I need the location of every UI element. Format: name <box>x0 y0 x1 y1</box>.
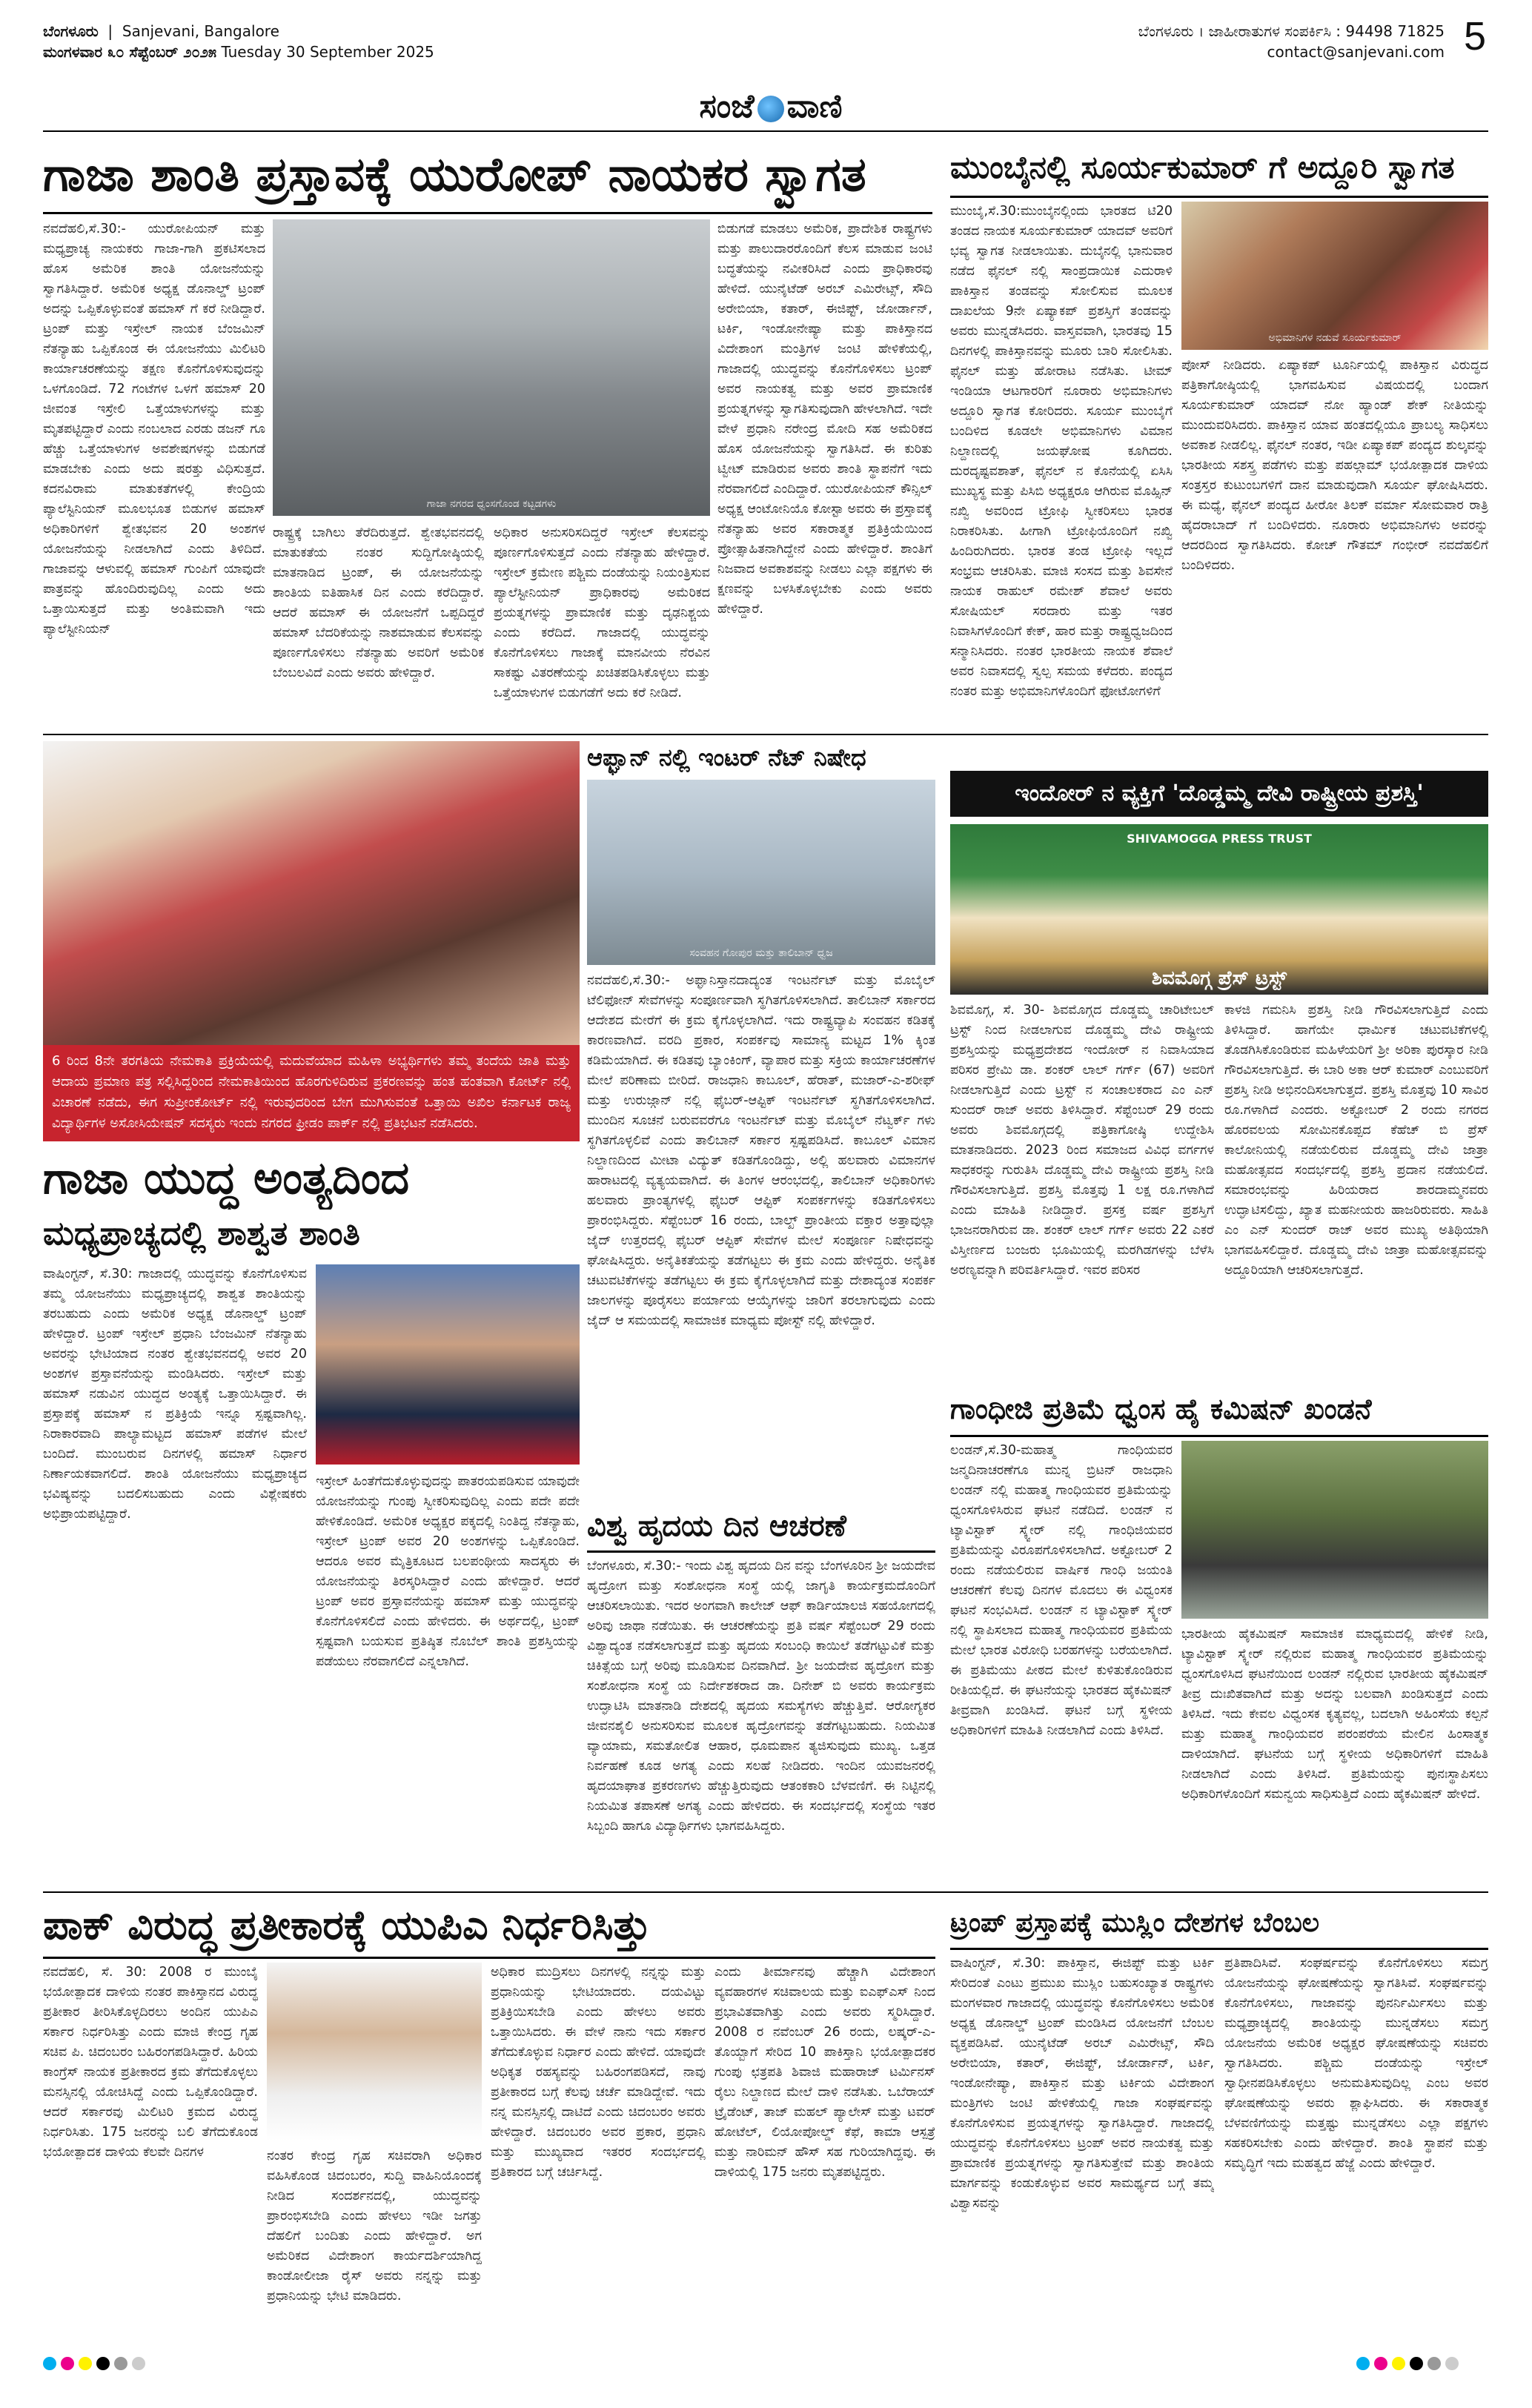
reg-black-icon <box>1410 2357 1423 2370</box>
story2-col2: ಪೋಸ್ ನೀಡಿದರು. ಏಷ್ಯಾಕಪ್ ಟೂರ್ನಿಯಲ್ಲಿ ಪಾಕಿಸ್ತಾನ ವಿರುದ್ಧದ ಪತ್ರಿಕಾಗೋಷ್ಠಿಯಲ್ಲಿ ಭಾಗವಹಿಸುವ ವಿಷಯದಲ್ಲಿ ಬಂದಾಗ ಸೂರ್ಯಕುಮಾರ್ ಯಾದವ್ ನೋ ಹ್ಯಾಂಡ್ ಶೇಕ್ ನೀತಿಯನ್ನು ಮುಂದುವರಿಸಿದರು. ಪಾಕಿಸ್ತಾನ ಯಾವ ಹಂತದಲ್ಲಿಯೂ ಪ್ರಾಬಲ್ಯ ಸಾಧಿಸಲು ಅವಕಾಶ ನೀಡಲಿಲ್ಲ. ಫೈನಲ್ ನಂತರ, ಇಡೀ ಏಷ್ಯಾಕಪ್ ಪಂದ್ಯದ ಶುಲ್ಕವನ್ನು ಭಾರತೀಯ ಸಶಸ್ತ್ರ ಪಡೆಗಳು ಮತ್ತು ಪಹಲ್ಗಾಮ್ ಭಯೋತ್ಪಾದಕ ದಾಳಿಯ ಸಂತ್ರಸ್ತರ ಕುಟುಂಬಗಳಿಗೆ ದಾನ ಮಾಡುವುದಾಗಿ ಸೂರ್ಯ ಘೋಷಿಸಿದರು. ಈ ಮಧ್ಯೆ, ಫೈನಲ್ ಪಂದ್ಯದ ಹೀರೋ ತಿಲಕ್ ವರ್ಮಾ ಸೋಮವಾರ ರಾತ್ರಿ ಹೈದರಾಬಾದ್ ಗೆ ಬಂದಿಳಿದರು. ನೂರಾರು ಅಭಿಮಾನಿಗಳು ಅವರನ್ನು ಆದರದಿಂದ ಸ್ವಾಗತಿಸಿದರು. ಕೋಚ್ ಗೌತಮ್ ಗಂಭೀರ್ ನವದೆಹಲಿಗೆ ಬಂದಿಳಿದರು. <box>1181 358 1488 573</box>
reg-cyan-icon <box>1356 2357 1370 2370</box>
masthead-logo <box>667 87 875 135</box>
story1-col1: ನವದೆಹಲಿ,ಸೆ.30:- ಯುರೋಪಿಯನ್ ಮತ್ತು ಮಧ್ಯಪ್ರಾಚ್ಯ ನಾಯಕರು ಗಾಜಾ-ಗಾಗಿ ಪ್ರಕಟಿಸಲಾದ ಹೊಸ ಅಮೆರಿಕ ಶಾಂತಿ ಯೋಜನೆಯನ್ನು ಸ್ವಾಗತಿಸಿದ್ದಾರೆ. ಅಮೆರಿಕ ಅಧ್ಯಕ್ಷ ಡೊನಾಲ್ಡ್ ಟ್ರಂಪ್ ಅದನ್ನು ಒಪ್ಪಿಕೊಳ್ಳುವಂತೆ ಹಮಾಸ್ ಗೆ ಕರೆ ನೀಡಿದ್ದಾರೆ. ಟ್ರಂಪ್ ಮತ್ತು ಇಸ್ರೇಲ್ ನಾಯಕ ಬೆಂಜಮಿನ್ ನೆತನ್ಯಾಹು ಒಪ್ಪಿಕೊಂಡ ಈ ಯೋಜನೆಯು ಮಿಲಿಟರಿ ಕಾರ್ಯಾಚರಣೆಯನ್ನು ತಕ್ಷಣ ಕೊನೆಗೊಳಿಸುವುದನ್ನು ಒಳಗೊಂಡಿದೆ. 72 ಗಂಟೆಗಳ ಒಳಗೆ ಹಮಾಸ್ 20 ಜೀವಂತ ಇಸ್ರೇಲಿ ಒತ್ತೆಯಾಳುಗಳನ್ನು ಮತ್ತು ಮೃತಪಟ್ಟಿದ್ದಾರೆ ಎಂದು ನಂಬಲಾದ ಎರಡು ಡಜನ್ ಗೂ ಹೆಚ್ಚು ಒತ್ತೆಯಾಳುಗಳ ಅವಶೇಷಗಳನ್ನು ಬಿಡುಗಡೆ ಮಾಡಬೇಕು ಎಂದು ಅದು ಷರತ್ತು ವಿಧಿಸುತ್ತದೆ. ಕದನವಿರಾಮ ಮಾತುಕತೆಗಳಲ್ಲಿ ಕೇಂದ್ರಿಯ ಪ್ಯಾಲೆಸ್ಟಿನಿಯನ್ ಮೂಲಭೂತ ಬಿಡುಗಳ ಹಮಾಸ್ ಅಧಿಕಾರಿಗಳಿಗೆ ಶ್ವೇತಭವನ 20 ಅಂಶಗಳ ಯೋಜನೆಯನ್ನು ನೀಡಲಾಗಿದೆ ಎಂದು ತಿಳಿದಿದೆ. ಗಾಜಾವನ್ನು ಆಳುವಲ್ಲಿ ಹಮಾಸ್ ಗುಂಪಿಗೆ ಯಾವುದೇ ಪಾತ್ರವನ್ನು ಹೊಂದಿರುವುದಿಲ್ಲ ಎಂದು ಅದು ಒತ್ತಾಯಿಸುತ್ತದೆ ಮತ್ತು ಅಂತಿಮವಾಗಿ ಇದು ಪ್ಯಾಲೆಸ್ಟೀನಿಯನ್ <box>43 222 265 637</box>
story3-photo <box>43 741 580 1045</box>
masthead-part-b: ವಾಣಿ <box>786 87 843 125</box>
story6-col2: ಇಸ್ರೇಲ್ ಹಿಂತೆಗೆದುಕೊಳ್ಳುವುದನ್ನು ಪಾತರಯಪಡಿಸುವ ಯಾವುದೇ ಯೋಜನೆಯನ್ನು ಗುಂಪು ಸ್ವೀಕರಿಸುವುದಿಲ್ಲ ಎಂದು ಪದೇ ಪದೇ ಹೇಳಿಕೊಂಡಿದೆ. ಅಮೆರಿಕ ಅಧ್ಯಕ್ಷರ ಪಕ್ಕದಲ್ಲಿ ನಿಂತಿದ್ದ ನೆತನ್ಯಾಹು, ಇಸ್ರೇಲ್ ಟ್ರಂಪ್ ಅವರ 20 ಅಂಶಗಳನ್ನು ಒಪ್ಪಿಕೊಂಡಿದೆ. ಆದರೂ ಅವರ ಮೈತ್ರಿಕೂಟದ ಬಲಪಂಥೀಯ ಸಾದಸ್ಯರು ಈ ಯೋಜನೆಯನ್ನು ತಿರಸ್ಕರಿಸಿದ್ದಾರೆ ಎಂದು ಹೇಳಿದ್ದಾರೆ. ಆದರೆ ಟ್ರಂಪ್ ಅವರ ಪ್ರಸ್ತಾವನೆಯನ್ನು ಹಮಾಸ್ ಮತ್ತು ಯುದ್ಧವನ್ನು ಕೊನೆಗೊಳಿಸಲಿದೆ ಎಂದು ಹೇಳಿದರು. ಈ ಅರ್ಥದಲ್ಲಿ, ಟ್ರಂಪ್ ಸ್ಪಷ್ಟವಾಗಿ ಬಯಸುವ ಪ್ರತಿಷ್ಠಿತ ನೊಬೆಲ್ ಶಾಂತಿ ಪ್ರಶಸ್ತಿಯನ್ನು ಪಡೆಯಲು ನೆರವಾಗಲಿದೆ ಎನ್ನಲಾಗಿದೆ. <box>316 1474 580 1669</box>
reg-cyan-icon <box>43 2357 56 2370</box>
story5-photo <box>950 824 1488 995</box>
story5-banner-text: SHIVAMOGGA PRESS TRUST <box>1127 832 1312 846</box>
reg-black-icon <box>96 2357 110 2370</box>
story10-rule <box>950 1948 1488 1950</box>
story6-col1: ವಾಷಿಂಗ್ಟನ್, ಸೆ.30: ಗಾಜಾದಲ್ಲಿ ಯುದ್ಧವನ್ನು ಕೊನೆಗೊಳಿಸುವ ತಮ್ಮ ಯೋಜನೆಯು ಮಧ್ಯಪ್ರಾಚ್ಯದಲ್ಲಿ ಶಾಶ್ವತ ಶಾಂತಿಯನ್ನು ತರಬಹುದು ಎಂದು ಅಮೆರಿಕ ಅಧ್ಯಕ್ಷ ಡೊನಾಲ್ಡ್ ಟ್ರಂಪ್ ಹೇಳಿದ್ದಾರೆ. ಟ್ರಂಪ್ ಇಸ್ರೇಲ್ ಪ್ರಧಾನಿ ಬೆಂಜಮಿನ್ ನೆತನ್ಯಾಹು ಅವರನ್ನು ಭೇಟಿಯಾದ ನಂತರ ಶ್ವೇತಭವನದಲ್ಲಿ ಅವರ 20 ಅಂಶಗಳ ಪ್ರಸ್ತಾವನೆಯನ್ನು ಮಂಡಿಸಿದರು. ಇಸ್ರೇಲ್ ಮತ್ತು ಹಮಾಸ್ ನಡುವಿನ ಯುದ್ಧದ ಅಂತ್ಯಕ್ಕೆ ಒತ್ತಾಯಿಸಿದ್ದಾರೆ. ಈ ಪ್ರಸ್ತಾಪಕ್ಕೆ ಹಮಾಸ್ ನ ಪ್ರತಿಕ್ರಿಯೆ ಇನ್ನೂ ಸ್ಪಷ್ಟವಾಗಿಲ್ಲ. ನಿರಾಕಾರವಾದಿ ಪಾಲ್ಯಾಮಟ್ಟದ ಹಮಾಸ್ ಪಡೆಗಳ ಮೇಲೆ ಬಂದಿದೆ. ಮುಂಬರುವ ದಿನಗಳಲ್ಲಿ ಹಮಾಸ್ ನಿರ್ಧಾರ ನಿರ್ಣಾಯಕವಾಗಲಿದೆ. ಶಾಂತಿ ಯೋಜನೆಯು ಮಧ್ಯಪ್ರಾಚ್ಯದ ಭವಿಷ್ಯವನ್ನು ಬದಲಿಸಬಹುದು ಎಂದು ವಿಶ್ಲೇಷಕರು ಅಭಿಪ್ರಾಯಪಟ್ಟಿದ್ದಾರೆ. <box>43 1267 307 1522</box>
story5-photo-label: ಶಿವಮೊಗ್ಗ ಪ್ರೆಸ್ ಟ್ರಸ್ಟ್ <box>1151 967 1287 989</box>
registration-marks-right <box>1356 2357 1463 2373</box>
reg-grey-icon <box>114 2357 127 2370</box>
story10-col1: ವಾಷಿಂಗ್ಟನ್, ಸೆ.30: ಪಾಕಿಸ್ತಾನ, ಈಜಿಪ್ಟ್ ಮತ್ತು ಟರ್ಕಿ ಸೇರಿದಂತೆ ಎಂಟು ಪ್ರಮುಖ ಮುಸ್ಲಿಂ ಬಹುಸಂಖ್ಯಾತ ರಾಷ್ಟ್ರಗಳು ಮಂಗಳವಾರ ಗಾಜಾದಲ್ಲಿ ಯುದ್ಧವನ್ನು ಕೊನೆಗೊಳಿಸಲು ಅಮೆರಿಕ ಅಧ್ಯಕ್ಷ ಡೊನಾಲ್ಡ್ ಟ್ರಂಪ್ ಮಂಡಿಸಿದ ಯೋಜನೆಗೆ ಬೆಂಬಲ ವ್ಯಕ್ತಪಡಿಸಿವೆ. ಯುನೈಟೆಡ್ ಅರಬ್ ಎಮಿರೇಟ್ಸ್, ಸೌದಿ ಅರೇಬಿಯಾ, ಕತಾರ್, ಈಜಿಪ್ಟ್, ಜೋರ್ಡಾನ್, ಟರ್ಕಿ, ಇಂಡೋನೇಷ್ಯಾ, ಪಾಕಿಸ್ತಾನ ಮತ್ತು ಟರ್ಕಿಯ ವಿದೇಶಾಂಗ ಮಂತ್ರಿಗಳು ಜಂಟಿ ಹೇಳಿಕೆಯಲ್ಲಿ ಗಾಜಾ ಸಂಘರ್ಷವನ್ನು ಕೊನೆಗೊಳಿಸುವ ಪ್ರಯತ್ನಗಳನ್ನು ಸ್ವಾಗತಿಸಿದ್ದಾರೆ. ಗಾಜಾದಲ್ಲಿ ಯುದ್ಧವನ್ನು ಕೊನೆಗೊಳಿಸಲು ಟ್ರಂಪ್ ಅವರ ನಾಯಕತ್ವ ಮತ್ತು ಪ್ರಾಮಾಣಿಕ ಪ್ರಯತ್ನಗಳನ್ನು ಸ್ವಾಗತಿಸುತ್ತೇವೆ ಮತ್ತು ಶಾಂತಿಯ ಮಾರ್ಗವನ್ನು ಕಂಡುಕೊಳ್ಳುವ ಅವರ ಸಾಮರ್ಥ್ಯದ ಬಗ್ಗೆ ತಮ್ಮ ವಿಶ್ವಾಸವನ್ನು <box>950 1956 1214 2211</box>
story10-col2: ಪ್ರತಿಪಾದಿಸಿವೆ. ಸಂಘರ್ಷವನ್ನು ಕೊನೆಗೊಳಿಸಲು ಸಮಗ್ರ ಯೋಜನೆಯನ್ನು ಘೋಷಣೆಯನ್ನು ಸ್ವಾಗತಿಸಿವೆ. ಸಂಘರ್ಷವನ್ನು ಕೊನೆಗೊಳಿಸಲು, ಗಾಜಾವನ್ನು ಪುನರ್ನಿರ್ಮಿಸಲು ಮತ್ತು ಮಧ್ಯಪ್ರಾಚ್ಯದಲ್ಲಿ ಶಾಂತಿಯನ್ನು ಮುನ್ನಡೆಸಲು ಸಮಗ್ರ ಯೋಜನೆಯ ಅಮೆರಿಕ ಅಧ್ಯಕ್ಷರ ಘೋಷಣೆಯನ್ನು ಸಚಿವರು ಸ್ವಾಗತಿಸಿದರು. ಪಶ್ಚಿಮ ದಂಡೆಯನ್ನು ಇಸ್ರೇಲ್ ಸ್ವಾಧೀನಪಡಿಸಿಕೊಳ್ಳಲು ಅನುಮತಿಸುವುದಿಲ್ಲ ಎಂಬ ಅವರ ಘೋಷಣೆಯನ್ನು ಅವರು ಶ್ಲಾಘಿಸಿದರು. ಈ ಸಕಾರಾತ್ಮಕ ಬೆಳವಣಿಗೆಯನ್ನು ಮತ್ತಷ್ಟು ಮುನ್ನಡೆಸಲು ಎಲ್ಲಾ ಪಕ್ಷಗಳು ಸಹಕರಿಸಬೇಕು ಎಂದು ಹೇಳಿದ್ದಾರೆ. ಶಾಂತಿ ಸ್ಥಾಪನೆ ಮತ್ತು ಸಮೃದ್ಧಿಗೆ ಇದು ಮಹತ್ವದ ಹೆಜ್ಜೆ ಎಂದು ಹೇಳಿದ್ದಾರೆ. <box>1224 1956 1488 2171</box>
header-left: ಬೆಂಗಳೂರು | Sanjevani, Bangalore ಮಂಗಳವಾರ ೩೦ ಸೆಪ್ಟೆಂಬರ್ ೨೦೨೫ Tuesday 30 September 2025 <box>43 22 434 61</box>
header-rule <box>43 130 1488 132</box>
story2-col1: ಮುಂಬೈ,ಸೆ.30:ಮುಂಬೈನಲ್ಲಿಂದು ಭಾರತದ ಟಿ20 ತಂಡದ ನಾಯಕ ಸೂರ್ಯಕುಮಾರ್ ಯಾದವ್ ಅವರಿಗೆ ಭವ್ಯ ಸ್ವಾಗತ ನೀಡಲಾಯಿತು. ದುಬೈನಲ್ಲಿ ಭಾನುವಾರ ನಡೆದ ಫೈನಲ್ ನಲ್ಲಿ ಸಾಂಪ್ರದಾಯಿಕ ಎದುರಾಳಿ ಪಾಕಿಸ್ತಾನ ತಂಡವನ್ನು ಸೋಲಿಸುವ ಮೂಲಕ ದಾಖಲೆಯ 9ನೇ ಏಷ್ಯಾಕಪ್ ಪ್ರಶಸ್ತಿಗೆ ತಂಡವನ್ನು ಅವರು ಮುನ್ನಡೆಸಿದರು. ವಾಸ್ತವವಾಗಿ, ಭಾರತವು 15 ದಿನಗಳಲ್ಲಿ ಪಾಕಿಸ್ತಾನವನ್ನು ಮೂರು ಬಾರಿ ಸೋಲಿಸಿತು. ಫೈನಲ್ ಮತ್ತು ಹೋರಾಟ ನಡೆಸಿತು. ಟೀಮ್ ಇಂಡಿಯಾ ಆಟಗಾರರಿಗೆ ನೂರಾರು ಅಭಿಮಾನಿಗಳು ಅದ್ದೂರಿ ಸ್ವಾಗತ ಕೋರಿದರು. ಸೂರ್ಯ ಮುಂಬೈಗೆ ಬಂದಿಳಿದ ಕೂಡಲೇ ಅಭಿಮಾನಿಗಳು ವಿಮಾನ ನಿಲ್ದಾಣದಲ್ಲಿ ಜಯಘೋಷ ಕೂಗಿದರು. ದುರದೃಷ್ಟವಶಾತ್, ಫೈನಲ್ ನ ಕೊನೆಯಲ್ಲಿ ಏಸಿಸಿ ಮುಖ್ಯಸ್ಥ ಮತ್ತು ಪಿಸಿಬಿ ಅಧ್ಯಕ್ಷರೂ ಆಗಿರುವ ಮೊಹ್ಸಿನ್ ನಖ್ವಿ ಅವರಿಂದ ಟ್ರೋಫಿ ಸ್ವೀಕರಿಸಲು ಭಾರತ ನಿರಾಕರಿಸಿತು. ಹೀಗಾಗಿ ಟ್ರೋಫಿಯೊಂದಿಗೆ ನಖ್ವಿ ಹಿಂದಿರುಗಿದರು. ಭಾರತ ತಂಡ ಟ್ರೋಫಿ ಇಲ್ಲದೆ ಸಂಭ್ರಮ ಆಚರಿಸಿತು. ಮಾಜಿ ಸಂಸದ ಮತ್ತು ಶಿವಸೇನೆ ನಾಯಕ ರಾಹುಲ್ ರಮೇಶ್ ಶೆವಾಲೆ ಅವರು ಸೋಷಿಯಲ್ ಸರದಾರು ಮತ್ತು ಇತರ ನಿವಾಸಿಗಳೊಂದಿಗೆ ಕೇಕ್, ಹಾರ ಮತ್ತು ರಾಷ್ಟ್ರಧ್ವಜದಿಂದ ಸನ್ಮಾನಿಸಿದರು. ನಂತರ ಭಾರತೀಯ ನಾಯಕ ಶೆವಾಲೆ ಅವರ ನಿವಾಸದಲ್ಲಿ ಸ್ವಲ್ಪ ಸಮಯ ಕಳೆದರು. ಪಂದ್ಯದ ನಂತರ ಮತ್ತು ಅಭಿಮಾನಿಗಳೊಂದಿಗೆ ಫೋಟೋಗಳಿಗೆ <box>950 204 1173 699</box>
story7-headline: ವಿಶ್ವ ಹೃದಯ ದಿನ ಆಚರಣೆ <box>587 1509 846 1543</box>
story7-body: ಬೆಂಗಳೂರು, ಸೆ.30:- ಇಂದು ವಿಶ್ವ ಹೃದಯ ದಿನ ವನ್ನು ಬೆಂಗಳೂರಿನ ಶ್ರೀ ಜಯದೇವ ಹೃದ್ರೋಗ ಮತ್ತು ಸಂಶೋಧನಾ ಸಂಸ್ಥೆ ಯಲ್ಲಿ ಜಾಗೃತಿ ಕಾರ್ಯಕ್ರಮದೊಂದಿಗೆ ಆಚರಿಸಲಾಯಿತು. ಇದರ ಅಂಗವಾಗಿ ಕಾಲೇಜ್ ಆಫ್ ಕಾರ್ಡಿಯಾಲಜಿ ಸಹಯೋಗದಲ್ಲಿ ಅರಿವು ಜಾಥಾ ನಡೆಯಿತು. ಈ ಆಚರಣೆಯನ್ನು ಪ್ರತಿ ವರ್ಷ ಸೆಪ್ಟೆಂಬರ್ 29 ರಂದು ವಿಶ್ವಾದ್ಯಂತ ನಡೆಸಲಾಗುತ್ತದೆ ಮತ್ತು ಹೃದಯ ಸಂಬಂಧಿ ಕಾಯಿಲೆ ತಡೆಗಟ್ಟುವಿಕೆ ಮತ್ತು ಚಿಕಿತ್ಸೆಯ ಬಗ್ಗೆ ಅರಿವು ಮೂಡಿಸುವ ದಿನವಾಗಿದೆ. ಶ್ರೀ ಜಯದೇವ ಹೃದ್ರೋಗ ಮತ್ತು ಸಂಶೋಧನಾ ಸಂಸ್ಥೆ ಯ ನಿರ್ದೇಶಕರಾದ ಡಾ. ದಿನೇಶ್ ಬಿ ಅವರು ಕಾರ್ಯಕ್ರಮ ಉದ್ಘಾಟಿಸಿ ಮಾತನಾಡಿ ದೇಶದಲ್ಲಿ ಹೃದಯ ಸಮಸ್ಯೆಗಳು ಹೆಚ್ಚುತ್ತಿವೆ. ಆರೋಗ್ಯಕರ ಜೀವನಶೈಲಿ ಅನುಸರಿಸುವ ಮೂಲಕ ಹೃದ್ರೋಗವನ್ನು ತಡೆಗಟ್ಟಬಹುದು. ನಿಯಮಿತ ವ್ಯಾಯಾಮ, ಸಮತೋಲಿತ ಆಹಾರ, ಧೂಮಪಾನ ತ್ಯಜಿಸುವುದು ಮುಖ್ಯ. ಒತ್ತಡ ನಿರ್ವಹಣೆ ಕೂಡ ಅಗತ್ಯ ಎಂದು ಸಲಹೆ ನೀಡಿದರು. ಇಂದಿನ ಯುವಜನರಲ್ಲಿ ಹೃದಯಾಘಾತ ಪ್ರಕರಣಗಳು ಹೆಚ್ಚುತ್ತಿರುವುದು ಆತಂಕಕಾರಿ ಬೆಳವಣಿಗೆ. ಈ ನಿಟ್ಟಿನಲ್ಲಿ ನಿಯಮಿತ ತಪಾಸಣೆ ಅಗತ್ಯ ಎಂದು ಹೇಳಿದರು. ಈ ಸಂದರ್ಭದಲ್ಲಿ ಸಂಸ್ಥೆಯ ಇತರ ಸಿಬ್ಬಂದಿ ಹಾಗೂ ವಿದ್ಯಾರ್ಥಿಗಳು ಭಾಗವಹಿಸಿದ್ದರು. <box>587 1559 935 1834</box>
story1-photo <box>273 219 710 516</box>
story4-headline: ಆಫ್ಘಾನ್ ನಲ್ಲಿ ಇಂಟರ್ ನೆಟ್ ನಿಷೇಧ <box>587 743 866 772</box>
story6-photo <box>316 1264 580 1465</box>
reg-yellow-icon <box>1392 2357 1405 2370</box>
header-right <box>1138 21 1445 62</box>
story1-rule <box>43 212 932 214</box>
story4-photo <box>587 780 935 965</box>
reg-yellow-icon <box>79 2357 92 2370</box>
header-date-kn: ಮಂಗಳವಾರ ೩೦ ಸೆಪ್ಟೆಂಬರ್ ೨೦೨೫ <box>43 43 217 61</box>
story2-photo-alt: ಅಭಿಮಾನಿಗಳ ನಡುವೆ ಸೂರ್ಯಕುಮಾರ್ <box>1268 332 1402 344</box>
story4-body: ನವದೆಹಲಿ,ಸೆ.30:- ಅಫ್ಘಾನಿಸ್ತಾನದಾದ್ಯಂತ ಇಂಟರ್ನೆಟ್ ಮತ್ತು ಮೊಬೈಲ್ ಟೆಲಿಫೋನ್ ಸೇವೆಗಳನ್ನು ಸಂಪೂರ್ಣವಾಗಿ ಸ್ಥಗಿತಗೊಳಿಸಲಾಗಿದೆ. ತಾಲಿಬಾನ್ ಸರ್ಕಾರದ ಆದೇಶದ ಮೇರೆಗೆ ಈ ಕ್ರಮ ಕೈಗೊಳ್ಳಲಾಗಿದೆ. ಇದು ರಾಷ್ಟ್ರವ್ಯಾಪಿ ಸಂವಹನ ಕಡಿತಕ್ಕೆ ಕಾರಣವಾಗಿದೆ. ವರದಿ ಪ್ರಕಾರ, ಸಂಪರ್ಕವು ಸಾಮಾನ್ಯ ಮಟ್ಟದ 1% ಕ್ಕಿಂತ ಕಡಿಮೆಯಾಗಿದೆ. ಈ ಕಡಿತವು ಬ್ಯಾಂಕಿಂಗ್, ವ್ಯಾಪಾರ ಮತ್ತು ಸಕ್ರಿಯ ಕಾರ್ಯಾಚರಣೆಗಳ ಮೇಲೆ ಪರಿಣಾಮ ಬೀರಿದೆ. ರಾಜಧಾನಿ ಕಾಬೂಲ್, ಹೆರಾತ್, ಮಜಾರ್-ಎ-ಶರೀಫ್ ಮತ್ತು ಉರುಜ್ಗಾನ್ ನಲ್ಲಿ ಫೈಬರ್-ಆಪ್ಟಿಕ್ ಇಂಟರ್ನೆಟ್ ಸ್ಥಗಿತಗೊಳಿಸಲಾಗಿದೆ. ಮುಂದಿನ ಸೂಚನೆ ಬರುವವರೆಗೂ ಇಂಟರ್ನೆಟ್ ಮತ್ತು ಮೊಬೈಲ್ ನೆಟ್ವರ್ಕ್ ಗಳು ಸ್ಥಗಿತಗೊಳ್ಳಲಿವೆ ಎಂದು ತಾಲಿಬಾನ್ ಸರ್ಕಾರ ಸ್ಪಷ್ಟಪಡಿಸಿದೆ. ಕಾಬೂಲ್ ವಿಮಾನ ನಿಲ್ದಾಣದಿಂದ ಮೀಟಾ ವಿದ್ಯುತ್ ಕಡಿತಗೊಂಡಿದ್ದು, ಅಲ್ಲಿ ಹಲವಾರು ವಿಮಾನಗಳ ಹಾರಾಟದಲ್ಲಿ ವ್ಯತ್ಯಯವಾಗಿದೆ. ಈ ತಿಂಗಳ ಆರಂಭದಲ್ಲಿ, ತಾಲಿಬಾನ್ ಅಧಿಕಾರಿಗಳು ಹಲವಾರು ಪ್ರಾಂತ್ಯಗಳಲ್ಲಿ ಫೈಬರ್ ಆಪ್ಟಿಕ್ ಸಂಪರ್ಕಗಳನ್ನು ಕಡಿತಗೊಳಿಸಲು ಪ್ರಾರಂಭಿಸಿದ್ದರು. ಸೆಪ್ಟೆಂಬರ್ 16 ರಂದು, ಬಾಲ್ಖ್ ಪ್ರಾಂತೀಯ ವಕ್ತಾರ ಅತ್ತಾವುಲ್ಲಾ ಜೈದ್ ಉತ್ತರದಲ್ಲಿ ಫೈಬರ್ ಆಪ್ಟಿಕ್ ಸೇವೆಗಳ ಮೇಲೆ ಸಂಪೂರ್ಣ ನಿಷೇಧವನ್ನು ಘೋಷಿಸಿದ್ದರು. ಅನೈತಿಕತೆಯನ್ನು ತಡೆಗಟ್ಟಲು ಈ ಕ್ರಮ ಎಂದು ಹೇಳಿದ್ದರು. ಅನೈತಿಕ ಚಟುವಟಿಕೆಗಳನ್ನು ತಡೆಗಟ್ಟಲು ಈ ಕ್ರಮ ಕೈಗೊಳ್ಳಲಾಗಿದೆ ಮತ್ತು ದೇಶಾದ್ಯಂತ ಸಂಪರ್ಕ ಜಾಲಗಳನ್ನು ಪೂರೈಸಲು ಪರ್ಯಾಯ ಆಯ್ಕೆಗಳನ್ನು ಜಾರಿಗೆ ತರಲಾಗುವುದು ಎಂದು ಜೈದ್ ಆ ಸಮಯದಲ್ಲಿ ಸಾಮಾಜಿಕ ಮಾಧ್ಯಮ ಪೋಸ್ಟ್ ನಲ್ಲಿ ಹೇಳಿದ್ದಾರೆ. <box>587 973 935 1328</box>
story9-col4: ಎಂದು ತೀರ್ಮಾನವು ಹೆಚ್ಚಾಗಿ ವಿದೇಶಾಂಗ ವ್ಯವಹಾರಗಳ ಸಚಿವಾಲಯ ಮತ್ತು ಐಎಫ್ಎಸ್ ನಿಂದ ಪ್ರಭಾವಿತವಾಗಿತ್ತು ಎಂದು ಅವರು ಸ್ಮರಿಸಿದ್ದಾರೆ. 2008 ರ ನವೆಂಬರ್ 26 ರಂದು, ಲಷ್ಕರ್-ಎ-ತೊಯ್ಬಾಗೆ ಸೇರಿದ 10 ಪಾಕಿಸ್ತಾನಿ ಭಯೋತ್ಪಾದಕರ ಗುಂಪು ಛತ್ರಪತಿ ಶಿವಾಜಿ ಮಹಾರಾಜ್ ಟರ್ಮಿನಸ್ ರೈಲು ನಿಲ್ದಾಣದ ಮೇಲೆ ದಾಳಿ ನಡೆಸಿತು. ಒಬೆರಾಯ್ ಟ್ರೈಡೆಂಟ್, ತಾಜ್ ಮಹಲ್ ಪ್ಯಾಲೇಸ್ ಮತ್ತು ಟವರ್ ಹೋಟೆಲ್, ಲಿಯೋಪೋಲ್ಡ್ ಕೆಫೆ, ಕಾಮಾ ಆಸ್ಪತ್ರೆ ಮತ್ತು ನಾರಿಮನ್ ಹೌಸ್ ಸಹ ಗುರಿಯಾಗಿದ್ದವು. ಈ ದಾಳಿಯಲ್ಲಿ 175 ಜನರು ಮೃತಪಟ್ಟಿದ್ದರು. <box>714 1965 935 2180</box>
header-city: ಬೆಂಗಳೂರು <box>43 22 99 40</box>
header-edition: Sanjevani, Bangalore <box>122 22 279 40</box>
story2-rule <box>950 196 1488 198</box>
page-number: 5 <box>1463 14 1486 59</box>
section-rule-1 <box>43 734 1488 735</box>
story8-rule <box>950 1435 1488 1437</box>
reg-grey-icon <box>1427 2357 1441 2370</box>
story2-photo <box>1181 202 1488 350</box>
story5-headline: ಇಂದೋರ್ ನ ವ್ಯಕ್ತಿಗೆ 'ದೊಡ್ಡಮ್ಮ ದೇವಿ ರಾಷ್ಟ್ರೀಯ ಪ್ರಶಸ್ತಿ' <box>950 771 1488 817</box>
reg-lightgrey-icon <box>1445 2357 1459 2370</box>
story6-headline-line2: ಮಧ್ಯಪ್ರಾಚ್ಯದಲ್ಲಿ ಶಾಶ್ವತ ಶಾಂತಿ <box>43 1215 360 1253</box>
story9-col1: ನವದೆಹಲಿ, ಸೆ. 30: 2008 ರ ಮುಂಬೈ ಭಯೋತ್ಪಾದಕ ದಾಳಿಯ ನಂತರ ಪಾಕಿಸ್ತಾನದ ವಿರುದ್ಧ ಪ್ರತೀಕಾರ ತೀರಿಸಿಕೊಳ್ಳದಿರಲು ಅಂದಿನ ಯುಪಿಎ ಸರ್ಕಾರ ನಿರ್ಧರಿಸಿತ್ತು ಎಂದು ಮಾಜಿ ಕೇಂದ್ರ ಗೃಹ ಸಚಿವ ಪಿ. ಚಿದಂಬರಂ ಬಹಿರಂಗಪಡಿಸಿದ್ದಾರೆ. ಹಿರಿಯ ಕಾಂಗ್ರೆಸ್ ನಾಯಕ ಪ್ರತೀಕಾರದ ಕ್ರಮ ತೆಗೆದುಕೊಳ್ಳಲು ಮನಸ್ಸಿನಲ್ಲಿ ಯೋಚಿಸಿದ್ದೆ ಎಂದು ಒಪ್ಪಿಕೊಂಡಿದ್ದಾರೆ. ಆದರೆ ಸರ್ಕಾರವು ಮಿಲಿಟರಿ ಕ್ರಮದ ವಿರುದ್ಧ ನಿರ್ಧರಿಸಿತು. 175 ಜನರನ್ನು ಬಲಿ ತೆಗೆದುಕೊಂಡ ಭಯೋತ್ಪಾದಕ ದಾಳಿಯ ಕೆಲವೇ ದಿನಗಳ <box>43 1965 258 2160</box>
story4-photo-alt: ಸಂವಹನ ಗೋಪುರ ಮತ್ತು ತಾಲಿಬಾನ್ ಧ್ವಜ <box>689 947 833 959</box>
header-date-en: Tuesday 30 September 2025 <box>221 43 434 61</box>
story9-photo <box>267 1963 482 2140</box>
story1-col2: ರಾಷ್ಟ್ರಕ್ಕೆ ಬಾಗಿಲು ತೆರೆದಿರುತ್ತದೆ. ಶ್ವೇತಭವನದಲ್ಲಿ ಮಾತುಕತೆಯ ನಂತರ ಸುದ್ದಿಗೋಷ್ಠಿಯಲ್ಲಿ ಮಾತನಾಡಿದ ಟ್ರಂಪ್, ಈ ಯೋಜನೆಯನ್ನು ಶಾಂತಿಯ ಐತಿಹಾಸಿಕ ದಿನ ಎಂದು ಕರೆದಿದ್ದಾರೆ. ಆದರೆ ಹಮಾಸ್ ಈ ಯೋಜನೆಗೆ ಒಪ್ಪದಿದ್ದರೆ ಹಮಾಸ್ ಬೆದರಿಕೆಯನ್ನು ನಾಶಮಾಡುವ ಕೆಲಸವನ್ನು ಪೂರ್ಣಗೊಳಿಸಲು ನೆತನ್ಯಾಹು ಅವರಿಗೆ ಅಮೆರಿಕ ಬೆಂಬಲವಿದೆ ಎಂದು ಅವರು ಹೇಳಿದ್ದಾರೆ. <box>273 525 484 680</box>
globe-icon <box>757 96 784 122</box>
story9-col2: ನಂತರ ಕೇಂದ್ರ ಗೃಹ ಸಚಿವರಾಗಿ ಅಧಿಕಾರ ವಹಿಸಿಕೊಂಡ ಚಿದಂಬರಂ, ಸುದ್ದಿ ವಾಹಿನಿಯೊಂದಕ್ಕೆ ನೀಡಿದ ಸಂದರ್ಶನದಲ್ಲಿ, ಯುದ್ಧವನ್ನು ಪ್ರಾರಂಭಿಸಬೇಡಿ ಎಂದು ಹೇಳಲು ಇಡೀ ಜಗತ್ತು ದೆಹಲಿಗೆ ಬಂದಿತು ಎಂದು ಹೇಳಿದ್ದಾರೆ. ಅಗ ಅಮೆರಿಕದ ವಿದೇಶಾಂಗ ಕಾರ್ಯದರ್ಶಿಯಾಗಿದ್ದ ಕಾಂಡೋಲೀಜಾ ರೈಸ್ ಅವರು ನನ್ನನ್ನು ಮತ್ತು ಪ್ರಧಾನಿಯನ್ನು ಭೇಟಿ ಮಾಡಿದರು. <box>267 2149 482 2303</box>
story9-col3: ಅಧಿಕಾರ ಮುದ್ರಿಸಲು ದಿನಗಳಲ್ಲಿ ನನ್ನನ್ನು ಮತ್ತು ಪ್ರಧಾನಿಯನ್ನು ಭೇಟಿಯಾದರು. ದಯವಿಟ್ಟು ಪ್ರತಿಕ್ರಿಯಿಸಬೇಡಿ ಎಂದು ಹೇಳಲು ಅವರು ಒತ್ತಾಯಿಸಿದರು. ಈ ವೇಳೆ ನಾನು ಇದು ಸರ್ಕಾರ ತೆಗೆದುಕೊಳ್ಳುವ ನಿರ್ಧಾರ ಎಂದು ಹೇಳಿದೆ. ಯಾವುದೇ ಅಧಿಕೃತ ರಹಸ್ಯವನ್ನು ಬಹಿರಂಗಪಡಿಸದೆ, ನಾವು ಪ್ರತೀಕಾರದ ಬಗ್ಗೆ ಕೆಲವು ಚರ್ಚೆ ಮಾಡಿದ್ದೇವೆ. ಇದು ನನ್ನ ಮನಸ್ಸಿನಲ್ಲಿ ದಾಟಿದೆ ಎಂದು ಚಿದಂಬರಂ ಅವರು ಹೇಳಿದ್ದಾರೆ. ಚಿದಂಬರಂ ಅವರ ಪ್ರಕಾರ, ಪ್ರಧಾನಿ ಮತ್ತು ಮುಖ್ಯವಾದ ಇತರರ ಸಂದರ್ಭದಲ್ಲಿ ಪ್ರತಿಕಾರದ ಬಗ್ಗೆ ಚರ್ಚಿಸಿದ್ದೆ. <box>491 1965 706 2180</box>
story8-col2: ಭಾರತೀಯ ಹೈಕಮಿಷನ್ ಸಾಮಾಜಿಕ ಮಾಧ್ಯಮದಲ್ಲಿ ಹೇಳಿಕೆ ನೀಡಿ, ಟ್ಯಾವಿಸ್ಟಾಕ್ ಸ್ಕ್ವೇರ್ ನಲ್ಲಿರುವ ಮಹಾತ್ಮ ಗಾಂಧಿಯವರ ಪ್ರತಿಮೆಯನ್ನು ಧ್ವಂಸಗೊಳಿಸಿದ ಘಟನೆಯಿಂದ ಲಂಡನ್ ನಲ್ಲಿರುವ ಭಾರತೀಯ ಹೈಕಮಿಷನ್ ತೀವ್ರ ದುಃಖಿತವಾಗಿದೆ ಮತ್ತು ಅದನ್ನು ಬಲವಾಗಿ ಖಂಡಿಸುತ್ತದೆ ಎಂದು ತಿಳಿಸಿದೆ. ಇದು ಕೇವಲ ವಿಧ್ವಂಸಕ ಕೃತ್ಯವಲ್ಲ, ಬದಲಾಗಿ ಅಹಿಂಸೆಯ ಕಲ್ಪನೆ ಮತ್ತು ಮಹಾತ್ಮ ಗಾಂಧಿಯವರ ಪರಂಪರೆಯ ಮೇಲಿನ ಹಿಂಸಾತ್ಮಕ ದಾಳಿಯಾಗಿದೆ. ಘಟನೆಯ ಬಗ್ಗೆ ಸ್ಥಳೀಯ ಅಧಿಕಾರಿಗಳಿಗೆ ಮಾಹಿತಿ ನೀಡಲಾಗಿದೆ ಎಂದು ತಿಳಿಸಿದೆ. ಪ್ರತಿಮೆಯನ್ನು ಪುನಃಸ್ಥಾಪಿಸಲು ಅಧಿಕಾರಿಗಳೊಂದಿಗೆ ಸಮನ್ವಯ ಸಾಧಿಸುತ್ತಿದೆ ಎಂದು ಹೈಕಮಿಷನ್ ಹೇಳಿದೆ. <box>1181 1627 1488 1802</box>
story3-caption: 6 ರಿಂದ 8ನೇ ತರಗತಿಯ ನೇಮಕಾತಿ ಪ್ರಕ್ರಿಯೆಯಲ್ಲಿ ಮದುವೆಯಾದ ಮಹಿಳಾ ಅಭ್ಯರ್ಥಿಗಳು ತಮ್ಮ ತಂದೆಯ ಜಾತಿ ಮತ್ತು ಆದಾಯ ಪ್ರಮಾಣ ಪತ್ರ ಸಲ್ಲಿಸಿದ್ದರಿಂದ ನೇಮಕಾತಿಯಿಂದ ಹೊರಗುಳಿದಿರುವ ಪ್ರಕರಣವನ್ನು ಹಂತ ಹಂತವಾಗಿ ಕೋರ್ಟ್ ನಲ್ಲಿ ವಿಚಾರಣೆ ನಡೆದು, ಈಗ ಸುಪ್ರೀಂಕೋರ್ಟ್ ನಲ್ಲಿ ಇರುವುದರಿಂದ ಬೇಗ ಮುಗಿಸುವಂತೆ ಒತ್ತಾಯಿ ಅಖಿಲ ಕರ್ನಾಟಕ ರಾಜ್ಯ ವಿದ್ಯಾರ್ಥಿಗಳ ಅಸೋಸಿಯೇಷನ್ ಸದಸ್ಯರು ಇಂದು ನಗರದ ಫ್ರೀಡಂ ಪಾರ್ಕ್ ನಲ್ಲಿ ಪ್ರತಿಭಟನೆ ನಡೆಸಿದರು. <box>43 1045 580 1141</box>
story1-photo-alt: ಗಾಜಾ ನಗರದ ಧ್ವಂಸಗೊಂಡ ಕಟ್ಟಡಗಳು <box>426 498 557 510</box>
masthead-part-a: ಸಂಜೆ <box>699 87 755 125</box>
header-email[interactable]: contact@sanjevani.com <box>1267 43 1445 61</box>
story2-headline: ಮುಂಬೈನಲ್ಲಿ ಸೂರ್ಯಕುಮಾರ್ ಗೆ ಅದ್ದೂರಿ ಸ್ವಾಗತ <box>950 149 1455 185</box>
story8-col1: ಲಂಡನ್,ಸೆ.30-ಮಹಾತ್ಮ ಗಾಂಧಿಯವರ ಜನ್ಮದಿನಾಚರಣೆಗೂ ಮುನ್ನ ಬ್ರಿಟನ್ ರಾಜಧಾನಿ ಲಂಡನ್ ನಲ್ಲಿ ಮಹಾತ್ಮ ಗಾಂಧಿಯವರ ಪ್ರತಿಮೆಯನ್ನು ಧ್ವಂಸಗೊಳಿಸಿರುವ ಘಟನೆ ನಡೆದಿದೆ. ಲಂಡನ್ ನ ಟ್ಯಾವಿಸ್ಟಾಕ್ ಸ್ಕ್ವೇರ್ ನಲ್ಲಿ ಗಾಂಧಿಜಿಯವರ ಪ್ರತಿಮೆಯನ್ನು ವಿರೂಪಗೊಳಿಸಲಾಗಿದೆ. ಅಕ್ಟೋಬರ್ 2 ರಂದು ನಡೆಯಲಿರುವ ವಾರ್ಷಿಕ ಗಾಂಧಿ ಜಯಂತಿ ಆಚರಣೆಗೆ ಕೆಲವು ದಿನಗಳ ಮೊದಲು ಈ ವಿಧ್ವಂಸಕ ಘಟನೆ ಸಂಭವಿಸಿದೆ. ಲಂಡನ್ ನ ಟ್ಯಾವಿಸ್ಟಾಕ್ ಸ್ಕ್ವೇರ್ ನಲ್ಲಿ ಸ್ಥಾಪಿಸಲಾದ ಮಹಾತ್ಮ ಗಾಂಧಿಯವರ ಪ್ರತಿಮೆಯ ಮೇಲೆ ಭಾರತ ವಿರೋಧಿ ಬರಹಗಳನ್ನು ಬರೆಯಲಾಗಿದೆ. ಈ ಪ್ರತಿಮೆಯು ಪೀಠದ ಮೇಲೆ ಕುಳಿತುಕೊಂಡಿರುವ ರೀತಿಯಲ್ಲಿದೆ. ಈ ಘಟನೆಯನ್ನು ಭಾರತದ ಹೈಕಮಿಷನ್ ತೀವ್ರವಾಗಿ ಖಂಡಿಸಿದೆ. ಘಟನೆ ಬಗ್ಗೆ ಸ್ಥಳೀಯ ಅಧಿಕಾರಿಗಳಿಗೆ ಮಾಹಿತಿ ನೀಡಲಾಗಿದೆ ಎಂದು ತಿಳಿಸಿದೆ. <box>950 1443 1173 1738</box>
story10-headline: ಟ್ರಂಪ್ ಪ್ರಸ್ತಾಪಕ್ಕೆ ಮುಸ್ಲಿಂ ದೇಶಗಳ ಬೆಂಬಲ <box>950 1908 1320 1938</box>
header-contact: ಬೆಂಗಳೂರು । ಜಾಹೀರಾತುಗಳ ಸಂಪರ್ಕಿಸಿ : 94498 71825 <box>1138 22 1445 40</box>
story1-headline: ಗಾಜಾ ಶಾಂತಿ ಪ್ರಸ್ತಾವಕ್ಕೆ ಯುರೋಪ್ ನಾಯಕರ ಸ್ವಾಗತ <box>43 147 866 202</box>
story5-col2: ಕಾಳಜಿ ಗಮನಿಸಿ ಪ್ರಶಸ್ತಿ ನೀಡಿ ಗೌರವಿಸಲಾಗುತ್ತಿದೆ ಎಂದು ತಿಳಿಸಿದ್ದಾರೆ. ಹಾಗೆಯೇ ಧಾರ್ಮಿಕ ಚಟುವಟಿಕೆಗಳಲ್ಲಿ ತೊಡಗಿಸಿಕೊಂಡಿರುವ ಮಹಿಳೆಯರಿಗೆ ಶ್ರೀ ಅರಿಕಾ ಪುರಸ್ಕಾರ ನೀಡಿ ಗೌರವಿಸಲಾಗುತ್ತಿದೆ. ಈ ಬಾರಿ ಅಕಾ ಆರ್ ಕುಮಾರ್ ಎಂಬುವರಿಗೆ ಪ್ರಶಸ್ತಿ ನೀಡಿ ಅಭಿನಂದಿಸಲಾಗುತ್ತದೆ. ಪ್ರಶಸ್ತಿ ಮೊತ್ತವು 10 ಸಾವಿರ ರೂ.ಗಳಾಗಿದೆ ಎಂದರು. ಅಕ್ಟೋಬರ್ 2 ರಂದು ನಗರದ ಹೊರವಲಯ ಸೋಮಿನಕೊಪ್ಪದ ಕೆಹೆಚ್ ಬಿ ಪ್ರೆಸ್ ಕಾಲೋನಿಯಲ್ಲಿ ನಡೆಯಲಿರುವ ದೊಡ್ಡಮ್ಮ ದೇವಿ ಜಾತ್ರಾ ಮಹೋತ್ಸವದ ಸಂದರ್ಭದಲ್ಲಿ ಪ್ರಶಸ್ತಿ ಪ್ರದಾನ ನಡೆಯಲಿದೆ. ಸಮಾರಂಭವನ್ನು ಹಿರಿಯರಾದ ಶಾರದಾಮ್ಮನವರು ಉದ್ಘಾಟಿಸಲಿದ್ದು, ಖ್ಯಾತ ಮಹನೀಯರು ಹಾಜರಿರುವರು. ಸಾಹಿತಿ ಎಂ ಎನ್ ಸುಂದರ್ ರಾಜ್ ಅವರ ಮುಖ್ಯ ಅತಿಥಿಯಾಗಿ ಭಾಗವಹಿಸಲಿದ್ದಾರೆ. ದೊಡ್ಡಮ್ಮ ದೇವಿ ಜಾತ್ರಾ ಮಹೋತ್ಸವವನ್ನು ಅದ್ದೂರಿಯಾಗಿ ಆಚರಿಸಲಾಗುತ್ತದೆ. <box>1224 1003 1488 1278</box>
reg-magenta-icon <box>1374 2357 1387 2370</box>
story9-headline: ಪಾಕ್ ವಿರುದ್ಧ ಪ್ರತೀಕಾರಕ್ಕೆ ಯುಪಿಎ ನಿರ್ಧರಿಸಿತ್ತು <box>43 1902 651 1948</box>
registration-marks-left <box>43 2357 150 2373</box>
story7-rule <box>587 1550 935 1553</box>
story1-col3: ಅಧಿಕಾರ ಅನುಸರಿಸದಿದ್ದರೆ ಇಸ್ರೇಲ್ ಕೆಲಸವನ್ನು ಪೂರ್ಣಗೊಳಿಸುತ್ತದೆ ಎಂದು ನೆತನ್ಯಾಹು ಹೇಳಿದ್ದಾರೆ. ಇಸ್ರೇಲ್ ಕ್ರಮೇಣ ಪಶ್ಚಿಮ ದಂಡೆಯನ್ನು ನಿಯಂತ್ರಿಸುವ ಪ್ಯಾಲೆಸ್ಟೀನಿಯನ್ ಪ್ರಾಧಿಕಾರವು ಅಮೆರಿಕದ ಪ್ರಯತ್ನಗಳನ್ನು ಪ್ರಾಮಾಣಿಕ ಮತ್ತು ದೃಢನಿಶ್ಚಯ ಎಂದು ಕರೆದಿದೆ. ಗಾಜಾದಲ್ಲಿ ಯುದ್ಧವನ್ನು ಕೊನೆಗೊಳಿಸಲು ಗಾಜಾಕ್ಕೆ ಮಾನವೀಯ ನೆರವಿನ ಸಾಕಷ್ಟು ವಿತರಣೆಯನ್ನು ಖಚಿತಪಡಿಸಿಕೊಳ್ಳಲು ಮತ್ತು ಒತ್ತೆಯಾಳುಗಳ ಬಿಡುಗಡೆಗೆ ಅದು ಕರೆ ನೀಡಿದೆ. <box>494 525 710 700</box>
section-rule-2 <box>43 1891 1488 1893</box>
story8-photo <box>1181 1441 1488 1619</box>
story1-col4: ಬಿಡುಗಡೆ ಮಾಡಲು ಅಮೆರಿಕ, ಪ್ರಾದೇಶಿಕ ರಾಷ್ಟ್ರಗಳು ಮತ್ತು ಪಾಲುದಾರರೊಂದಿಗೆ ಕೆಲಸ ಮಾಡುವ ಜಂಟಿ ಬದ್ಧತೆಯನ್ನು ನವೀಕರಿಸಿದೆ ಎಂದು ಪ್ರಾಧಿಕಾರವು ಹೇಳಿದೆ. ಯುನೈಟೆಡ್ ಅರಬ್ ಎಮಿರೇಟ್ಸ್, ಸೌದಿ ಅರೇಬಿಯಾ, ಕತಾರ್, ಈಜಿಪ್ಟ್, ಜೋರ್ಡಾನ್, ಟರ್ಕಿ, ಇಂಡೋನೇಷ್ಯಾ ಮತ್ತು ಪಾಕಿಸ್ತಾನದ ವಿದೇಶಾಂಗ ಮಂತ್ರಿಗಳ ಜಂಟಿ ಹೇಳಿಕೆಯಲ್ಲಿ, ಗಾಜಾದಲ್ಲಿ ಯುದ್ಧವನ್ನು ಕೊನೆಗೊಳಿಸಲು ಟ್ರಂಪ್ ಅವರ ನಾಯಕತ್ವ ಮತ್ತು ಅವರ ಪ್ರಾಮಾಣಿಕ ಪ್ರಯತ್ನಗಳನ್ನು ಸ್ವಾಗತಿಸುವುದಾಗಿ ಹೇಳಲಾಗಿದೆ. ಇದೇ ವೇಳೆ ಪ್ರಧಾನಿ ನರೇಂದ್ರ ಮೋದಿ ಸಹ ಅಮೆರಿಕದ ಹೊಸ ಯೋಜನೆಯನ್ನು ಸ್ವಾಗತಿಸಿದೆ. ಈ ಕುರಿತು ಟ್ವೀಟ್ ಮಾಡಿರುವ ಅವರು ಶಾಂತಿ ಸ್ಥಾಪನೆಗೆ ಇದು ನೆರವಾಗಲಿದೆ ಎಂದಿದ್ದಾರೆ. ಯುರೋಪಿಯನ್ ಕೌನ್ಸಿಲ್ ಅಧ್ಯಕ್ಷ ಆಂಟೋನಿಯೊ ಕೋಸ್ಟಾ ಅವರು ಈ ಪ್ರಸ್ತಾವಕ್ಕೆ ನೆತನ್ಯಾಹು ಅವರ ಸಕಾರಾತ್ಮಕ ಪ್ರತಿಕ್ರಿಯೆಯಿಂದ ಪ್ರೋತ್ಸಾಹಿತನಾಗಿದ್ದೇನೆ ಎಂದು ಹೇಳಿದ್ದಾರೆ. ಶಾಂತಿಗೆ ನಿಜವಾದ ಅವಕಾಶವನ್ನು ನೀಡಲು ಎಲ್ಲಾ ಪಕ್ಷಗಳು ಈ ಕ್ಷಣವನ್ನು ಬಳಸಿಕೊಳ್ಳಬೇಕು ಎಂದು ಅವರು ಹೇಳಿದ್ದಾರೆ. <box>717 222 932 617</box>
story9-rule <box>43 1957 935 1959</box>
story6-headline-line1: ಗಾಜಾ ಯುದ್ಧ ಅಂತ್ಯದಿಂದ <box>43 1152 410 1204</box>
reg-lightgrey-icon <box>132 2357 145 2370</box>
story5-col1: ಶಿವಮೊಗ್ಗ, ಸೆ. 30- ಶಿವಮೊಗ್ಗದ ದೊಡ್ಡಮ್ಮ ಚಾರಿಟೇಬಲ್ ಟ್ರಸ್ಟ್ ನಿಂದ ನೀಡಲಾಗುವ ದೊಡ್ಡಮ್ಮ ದೇವಿ ರಾಷ್ಟ್ರೀಯ ಪ್ರಶಸ್ತಿಯನ್ನು ಮಧ್ಯಪ್ರದೇಶದ ಇಂದೋರ್ ನ ನಿವಾಸಿಯಾದ ಪರಿಸರ ಪ್ರೇಮಿ ಡಾ. ಶಂಕರ್ ಲಾಲ್ ಗರ್ಗ್ (67) ಅವರಿಗೆ ನೀಡಲಾಗುತ್ತಿದೆ ಎಂದು ಟ್ರಸ್ಟ್ ನ ಸಂಚಾಲಕರಾದ ಎಂ ಎನ್ ಸುಂದರ್ ರಾಜ್ ಅವರು ತಿಳಿಸಿದ್ದಾರೆ. ಸೆಪ್ಟೆಂಬರ್ 29 ರಂದು ಅವರು ಶಿವಮೊಗ್ಗದಲ್ಲಿ ಪತ್ರಿಕಾಗೋಷ್ಠಿ ಉದ್ದೇಶಿಸಿ ಮಾತನಾಡಿದರು. 2023 ರಿಂದ ಸಮಾಜದ ವಿವಿಧ ವರ್ಗಗಳ ಸಾಧಕರನ್ನು ಗುರುತಿಸಿ ದೊಡ್ಡಮ್ಮ ದೇವಿ ರಾಷ್ಟ್ರೀಯ ಪ್ರಶಸ್ತಿ ನೀಡಿ ಗೌರವಿಸಲಾಗುತ್ತಿದೆ. ಪ್ರಶಸ್ತಿ ಮೊತ್ತವು 1 ಲಕ್ಷ ರೂ.ಗಳಾಗಿದೆ ಎಂದು ಮಾಹಿತಿ ನೀಡಿದ್ದಾರೆ. ಪ್ರಸಕ್ತ ವರ್ಷ ಪ್ರಶಸ್ತಿಗೆ ಭಾಜನರಾಗಿರುವ ಡಾ. ಶಂಕರ್ ಲಾಲ್ ಗರ್ಗ್ ಅವರು 22 ಎಕರೆ ವಿಸ್ತೀರ್ಣದ ಬಂಜರು ಭೂಮಿಯಲ್ಲಿ ಮರಗಿಡಗಳನ್ನು ಬೆಳೆಸಿ ಅರಣ್ಯವನ್ನಾಗಿ ಪರಿವರ್ತಿಸಿದ್ದಾರೆ. ಇವರ ಪರಿಸರ <box>950 1003 1214 1278</box>
reg-magenta-icon <box>61 2357 74 2370</box>
story8-headline: ಗಾಂಧೀಜಿ ಪ್ರತಿಮೆ ಧ್ವಂಸ ಹೈ ಕಮಿಷನ್ ಖಂಡನೆ <box>950 1393 1372 1425</box>
